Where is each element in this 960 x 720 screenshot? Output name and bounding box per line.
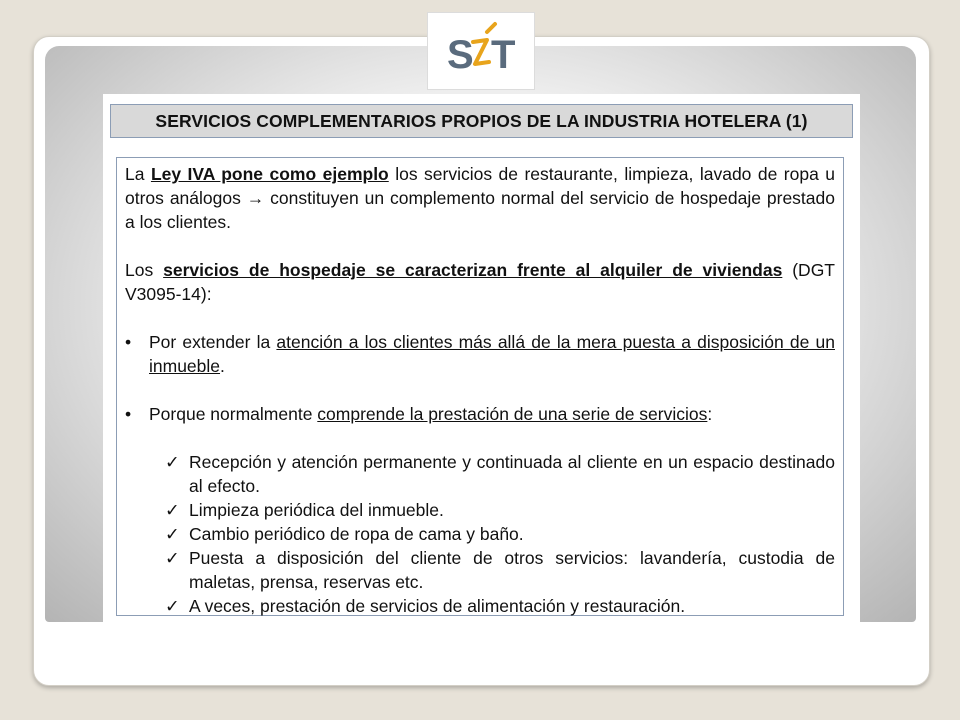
bullet-item	[125, 330, 835, 378]
p1-emphasis: Ley IVA pone como ejemplo	[150, 164, 389, 184]
p1-body: los servicios de restaurante, limpieza, lavado de ropa u otros análogos	[125, 164, 835, 208]
p2-tail: (DGT V3095-14):	[125, 260, 835, 304]
check-item-text: A veces, prestación de servicios de alimentación y restauración.	[189, 596, 686, 616]
check-item-text: Recepción y atención permanente y continuada al cliente en un espacio destinado al efecto.	[189, 452, 835, 496]
checkmark-icon: ✓	[165, 452, 180, 472]
check-item	[165, 498, 835, 522]
bullet1-lead: Por extender la	[149, 332, 277, 352]
content-box	[116, 157, 844, 616]
bullet2-lead: Porque normalmente	[149, 404, 318, 424]
p2-emphasis: servicios de hospedaje se caracterizan frente al alquiler de viviendas	[163, 260, 783, 280]
bullet1-tail: .	[220, 356, 225, 376]
checkmark-icon: ✓	[165, 500, 180, 520]
checkmark-icon: ✓	[165, 548, 180, 568]
checkmark-icon: ✓	[165, 524, 180, 544]
content-text	[125, 162, 835, 618]
paragraph-ley-iva	[125, 162, 835, 234]
p2-lead: Los	[125, 260, 164, 280]
slide-title: SERVICIOS COMPLEMENTARIOS PROPIOS DE LA INDUSTRIA HOTELERA (1)	[155, 110, 808, 131]
arrow-right-icon: →	[246, 188, 265, 208]
svg-text:T: T	[491, 33, 516, 77]
paragraph-hospedaje	[125, 258, 835, 306]
bullet-icon: •	[125, 404, 132, 424]
slide-content	[103, 94, 860, 622]
bullet2-tail: :	[707, 404, 713, 424]
checkmark-icon: ✓	[165, 596, 180, 616]
check-item	[165, 450, 835, 498]
szt-logo-icon	[433, 20, 529, 82]
check-item-text: Puesta a disposición del cliente de otros servicios: lavandería, custodia de maletas, prensa, reservas etc.	[189, 548, 835, 592]
bullet-item	[125, 402, 835, 426]
check-item	[165, 522, 835, 546]
slide-title-box	[110, 104, 853, 138]
p1-lead: La	[125, 164, 151, 184]
check-item-text: Limpieza periódica del inmueble.	[189, 500, 444, 520]
szt-logo	[427, 12, 535, 90]
check-item-text: Cambio periódico de ropa de cama y baño.	[189, 524, 524, 544]
bullet-icon: •	[125, 332, 132, 352]
p1-tail: constituyen un complemento normal del servicio de hospedaje prestado a los clientes.	[125, 188, 835, 232]
svg-text:S: S	[447, 33, 474, 77]
bullet2-underlined: comprende la prestación de una serie de servicios	[317, 404, 708, 424]
bullet1-underlined: atención a los clientes más allá de la mera puesta a disposición de un inmueble	[149, 332, 835, 376]
check-item	[165, 594, 835, 618]
checklist	[125, 450, 835, 618]
check-item	[165, 546, 835, 594]
